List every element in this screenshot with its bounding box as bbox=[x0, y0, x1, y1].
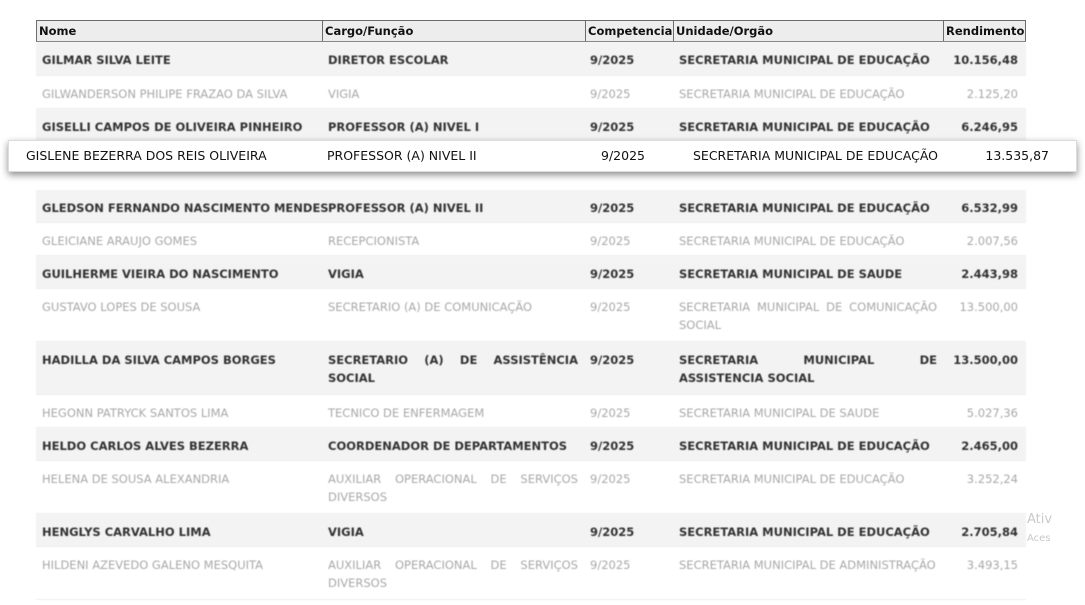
cell-cargo: TECNICO DE ENFERMAGEM bbox=[328, 406, 485, 420]
cell-rendimento: 5.027,36 bbox=[966, 406, 1018, 420]
cell-unidade: SECRETARIA MUNICIPAL DE EDUCAÇÃO bbox=[679, 439, 930, 453]
table-row[interactable] bbox=[36, 395, 1026, 428]
cell-rendimento: 6.246,95 bbox=[961, 120, 1018, 134]
table-row[interactable] bbox=[36, 256, 1026, 289]
cell-nome: HADILLA DA SILVA CAMPOS BORGES bbox=[42, 353, 276, 367]
cell-competencia: 9/2025 bbox=[590, 439, 635, 453]
cell-rendimento: 3.493,15 bbox=[966, 558, 1018, 572]
table-row[interactable] bbox=[36, 76, 1026, 109]
table-row[interactable] bbox=[36, 223, 1026, 256]
highlighted-row[interactable] bbox=[8, 140, 1077, 172]
table-row[interactable] bbox=[36, 547, 1026, 600]
cell-nome: HELDO CARLOS ALVES BEZERRA bbox=[42, 439, 249, 453]
header-cargo[interactable]: Cargo/Função bbox=[323, 21, 586, 41]
cell-competencia: 9/2025 bbox=[590, 201, 635, 215]
cell-competencia: 9/2025 bbox=[590, 558, 631, 572]
cell-nome: GUILHERME VIEIRA DO NASCIMENTO bbox=[42, 267, 279, 281]
header-nome[interactable]: Nome bbox=[37, 21, 323, 41]
cell-cargo: VIGIA bbox=[328, 87, 360, 101]
cell-nome: GLEICIANE ARAUJO GOMES bbox=[42, 234, 198, 248]
cell-rendimento: 13.500,00 bbox=[953, 353, 1018, 367]
cell-competencia: 9/2025 bbox=[590, 525, 635, 539]
highlighted-competencia: 9/2025 bbox=[601, 148, 645, 163]
cell-competencia: 9/2025 bbox=[590, 53, 635, 67]
cell-unidade: SECRETARIA MUNICIPAL DE EDUCAÇÃO bbox=[679, 120, 930, 134]
cell-nome: GLEDSON FERNANDO NASCIMENTO MENDES bbox=[42, 201, 329, 215]
cell-nome: HELENA DE SOUSA ALEXANDRIA bbox=[42, 472, 230, 486]
cell-unidade: SECRETARIA MUNICIPAL DE ADMINISTRAÇÃO bbox=[679, 558, 936, 572]
cell-rendimento: 2.705,84 bbox=[961, 525, 1018, 539]
cell-rendimento: 2.007,56 bbox=[966, 234, 1018, 248]
cell-rendimento: 2.125,20 bbox=[966, 87, 1018, 101]
cell-competencia: 9/2025 bbox=[590, 267, 635, 281]
activation-watermark-subtitle: Aces bbox=[1027, 533, 1051, 544]
cell-cargo: SECRETARIO (A) DE COMUNICAÇÃO bbox=[328, 300, 533, 314]
highlighted-rendimento: 13.535,87 bbox=[985, 148, 1049, 163]
cell-nome: GILWANDERSON PHILIPE FRAZAO DA SILVA bbox=[42, 87, 288, 101]
cell-rendimento: 6.532,99 bbox=[961, 201, 1018, 215]
cell-competencia: 9/2025 bbox=[590, 120, 635, 134]
cell-unidade: SECRETARIA MUNICIPAL DE EDUCAÇÃO bbox=[679, 525, 930, 539]
cell-competencia: 9/2025 bbox=[590, 406, 631, 420]
cell-cargo: VIGIA bbox=[328, 267, 364, 281]
header-rendimento[interactable]: Rendimento bbox=[946, 24, 1025, 38]
cell-unidade: SECRETARIA MUNICIPAL DE COMUNICAÇÃO SOCIAL bbox=[679, 300, 937, 332]
cell-unidade: SECRETARIA MUNICIPAL DE EDUCAÇÃO bbox=[679, 53, 930, 67]
cell-unidade: SECRETARIA MUNICIPAL DE EDUCAÇÃO bbox=[679, 472, 905, 486]
row-divider bbox=[36, 599, 1026, 600]
table-row[interactable] bbox=[36, 461, 1026, 514]
table-header bbox=[36, 20, 1026, 42]
cell-unidade: SECRETARIA MUNICIPAL DE ASSISTENCIA SOCIAL bbox=[679, 353, 937, 385]
cell-nome: GILMAR SILVA LEITE bbox=[42, 53, 171, 67]
cell-competencia: 9/2025 bbox=[590, 234, 631, 248]
cell-competencia: 9/2025 bbox=[590, 300, 631, 314]
cell-competencia: 9/2025 bbox=[590, 472, 631, 486]
cell-cargo: PROFESSOR (A) NIVEL II bbox=[328, 201, 484, 215]
table-row[interactable] bbox=[36, 42, 1026, 76]
cell-cargo: VIGIA bbox=[328, 525, 364, 539]
cell-unidade: SECRETARIA MUNICIPAL DE SAUDE bbox=[679, 406, 880, 420]
cell-rendimento: 2.443,98 bbox=[961, 267, 1018, 281]
cell-unidade: SECRETARIA MUNICIPAL DE EDUCAÇÃO bbox=[679, 87, 905, 101]
cell-unidade: SECRETARIA MUNICIPAL DE EDUCAÇÃO bbox=[679, 201, 930, 215]
table-row[interactable] bbox=[36, 289, 1026, 342]
cell-cargo: PROFESSOR (A) NIVEL I bbox=[328, 120, 480, 134]
cell-cargo: SECRETARIO (A) DE ASSISTÊNCIA SOCIAL bbox=[328, 353, 578, 385]
table-row[interactable] bbox=[36, 428, 1026, 461]
header-competencia[interactable]: Competencia bbox=[586, 21, 674, 41]
cell-rendimento: 10.156,48 bbox=[953, 53, 1018, 67]
cell-cargo: AUXILIAR OPERACIONAL DE SERVIÇOS DIVERSOS bbox=[328, 558, 578, 590]
cell-competencia: 9/2025 bbox=[590, 353, 635, 367]
header-unidade[interactable]: Unidade/Orgão bbox=[674, 21, 944, 41]
highlighted-unidade: SECRETARIA MUNICIPAL DE EDUCAÇÃO bbox=[693, 148, 938, 163]
table-row[interactable] bbox=[36, 342, 1026, 395]
cell-unidade: SECRETARIA MUNICIPAL DE EDUCAÇÃO bbox=[679, 234, 905, 248]
activation-watermark-title: Ativ bbox=[1027, 512, 1053, 527]
cell-cargo: AUXILIAR OPERACIONAL DE SERVIÇOS DIVERSOS bbox=[328, 472, 578, 504]
cell-competencia: 9/2025 bbox=[590, 87, 631, 101]
cell-rendimento: 2.465,00 bbox=[961, 439, 1018, 453]
cell-rendimento: 13.500,00 bbox=[959, 300, 1018, 314]
cell-nome: GISELLI CAMPOS DE OLIVEIRA PINHEIRO bbox=[42, 120, 303, 134]
highlighted-cargo: PROFESSOR (A) NIVEL II bbox=[327, 148, 477, 163]
cell-rendimento: 3.252,24 bbox=[966, 472, 1018, 486]
cell-cargo: RECEPCIONISTA bbox=[328, 234, 420, 248]
cell-unidade: SECRETARIA MUNICIPAL DE SAUDE bbox=[679, 267, 903, 281]
table-row[interactable] bbox=[36, 109, 1026, 142]
cell-cargo: COORDENADOR DE DEPARTAMENTOS bbox=[328, 439, 568, 453]
cell-nome: HILDENI AZEVEDO GALENO MESQUITA bbox=[42, 558, 264, 572]
cell-nome: HENGLYS CARVALHO LIMA bbox=[42, 525, 211, 539]
cell-cargo: DIRETOR ESCOLAR bbox=[328, 53, 449, 67]
table-row[interactable] bbox=[36, 514, 1026, 547]
cell-nome: GUSTAVO LOPES DE SOUSA bbox=[42, 300, 201, 314]
table-row[interactable] bbox=[36, 190, 1026, 223]
highlighted-nome: GISLENE BEZERRA DOS REIS OLIVEIRA bbox=[26, 148, 267, 163]
cell-nome: HEGONN PATRYCK SANTOS LIMA bbox=[42, 406, 229, 420]
